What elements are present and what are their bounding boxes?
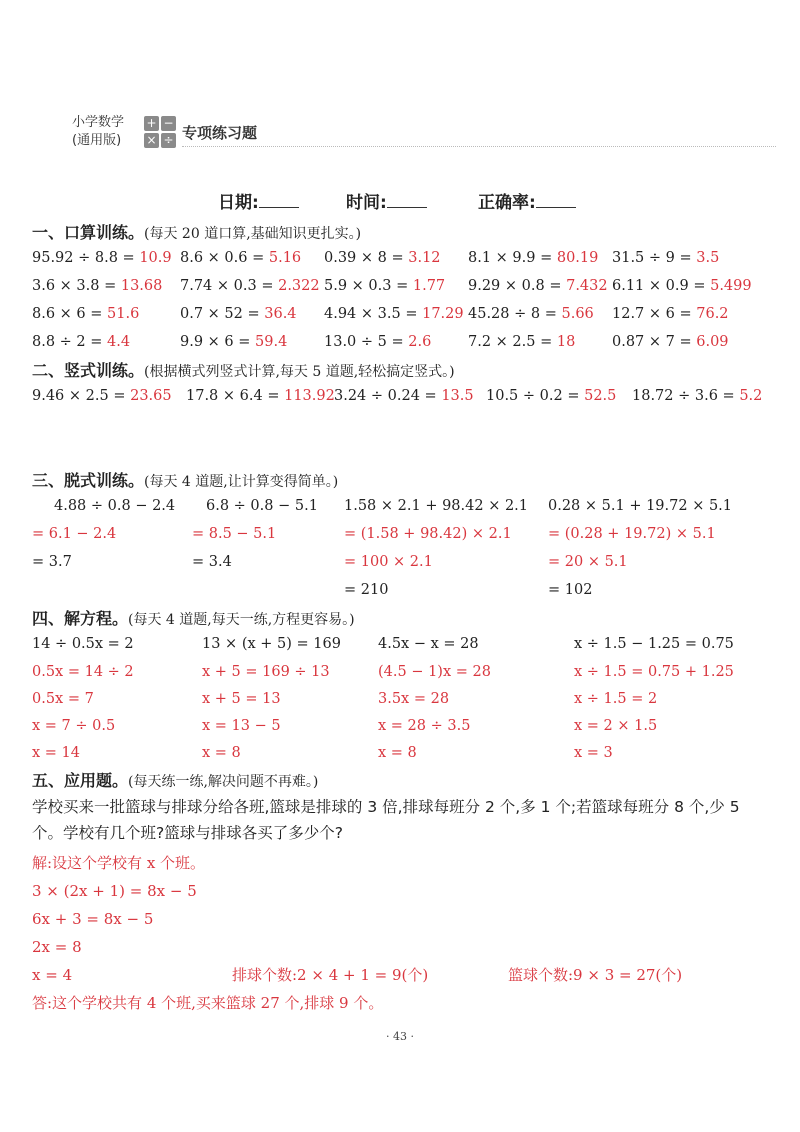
vertical-answer: 5.2 — [739, 388, 763, 404]
equation-step: 0.5x = 7 — [32, 691, 94, 707]
oral-question: 12.7 × 6 = — [612, 306, 697, 322]
section-oral-title: 一、口算训练。(每天 20 道口算,基础知识更扎实。) — [32, 223, 362, 242]
oral-question: 31.5 ÷ 9 = — [612, 250, 697, 266]
oral-answer: 76.2 — [696, 306, 729, 322]
equation-step: x = 14 — [32, 745, 80, 761]
oral-item — [32, 332, 130, 352]
book-label-line1: 小学数学 — [72, 115, 125, 130]
accuracy-blank — [536, 193, 576, 208]
oral-answer: 59.4 — [255, 334, 288, 350]
solution-line-2: 3 × (2x + 1) = 8x − 5 — [32, 882, 197, 900]
equation-step: x = 8 — [378, 745, 417, 761]
solution-line-4: 2x = 8 — [32, 938, 82, 956]
solution-line-3: 6x + 3 = 8x − 5 — [32, 910, 154, 928]
oral-item — [180, 304, 297, 324]
step-line: = 3.4 — [192, 554, 232, 570]
equation-step: x ÷ 1.5 = 0.75 + 1.25 — [574, 664, 734, 680]
application-problem: 学校买来一批篮球与排球分给各班,篮球是排球的 3 倍,排球每班分 2 个,多 1 个;若篮球每班分 8 个,少 5 个。学校有几个班?篮球与排球各买了多少个? — [32, 798, 740, 842]
oral-item — [612, 276, 752, 296]
section-application-note: (每天练一练,解决问题不再难。) — [128, 774, 319, 790]
equation-step: x + 5 = 13 — [202, 691, 281, 707]
oral-answer: 7.432 — [566, 278, 608, 294]
oral-answer: 3.5 — [696, 250, 720, 266]
oral-answer: 2.6 — [408, 334, 432, 350]
step-line: = 6.1 − 2.4 — [32, 526, 117, 542]
vertical-item — [186, 386, 335, 406]
oral-answer: 36.4 — [264, 306, 297, 322]
equation-step: (4.5 − 1)x = 28 — [378, 664, 491, 680]
equation-step: x = 3 — [574, 745, 613, 761]
page-header — [60, 112, 720, 154]
oral-answer: 10.9 — [139, 250, 172, 266]
oral-answer: 4.4 — [107, 334, 131, 350]
oral-question: 0.39 × 8 = — [324, 250, 409, 266]
step-line: = (1.58 + 98.42) × 2.1 — [344, 526, 512, 542]
section-equation-note: (每天 4 道题,每天一练,方程更容易。) — [128, 612, 355, 628]
oral-question: 8.6 × 0.6 = — [180, 250, 269, 266]
step-line: = 20 × 5.1 — [548, 554, 628, 570]
oral-question: 9.9 × 6 = — [180, 334, 256, 350]
oral-item — [32, 304, 139, 324]
oral-question: 0.87 × 7 = — [612, 334, 697, 350]
equation-question: 13 × (x + 5) = 169 — [202, 636, 341, 652]
volleyball-count: 排球个数:2 × 4 + 1 = 9(个) — [232, 966, 429, 984]
time-field — [346, 188, 427, 213]
oral-answer: 80.19 — [556, 250, 599, 266]
oral-item — [612, 332, 729, 352]
vertical-answer: 113.92 — [284, 388, 335, 404]
time-blank — [387, 193, 427, 208]
equation-step: x = 2 × 1.5 — [574, 718, 658, 734]
section-step-title: 三、脱式训练。(每天 4 道题,让计算变得简单。) — [32, 471, 339, 490]
equation-step: 0.5x = 14 ÷ 2 — [32, 664, 134, 680]
divide-icon: ÷ — [161, 133, 176, 148]
vertical-item — [32, 386, 172, 406]
section-application-title: 五、应用题。(每天练一练,解决问题不再难。) — [32, 771, 319, 790]
oral-answer: 2.322 — [278, 278, 320, 294]
section-equation-title: 四、解方程。(每天 4 道题,每天一练,方程更容易。) — [32, 609, 355, 628]
oral-question: 9.29 × 0.8 = — [468, 278, 567, 294]
step-line: = 8.5 − 5.1 — [192, 526, 277, 542]
book-label — [72, 114, 124, 150]
oral-question: 4.94 × 3.5 = — [324, 306, 423, 322]
oral-item — [468, 276, 608, 296]
vertical-question: 18.72 ÷ 3.6 = — [632, 388, 740, 404]
date-label: 日期: — [218, 193, 259, 213]
step-line: = 210 — [344, 582, 389, 598]
oral-item — [324, 332, 431, 352]
oral-item — [32, 276, 162, 296]
oral-answer: 1.77 — [412, 278, 446, 294]
oral-item — [468, 332, 575, 352]
vertical-question: 9.46 × 2.5 = — [32, 388, 131, 404]
oral-question: 7.74 × 0.3 = — [180, 278, 279, 294]
oral-question: 8.8 ÷ 2 = — [32, 334, 108, 350]
section-vertical-note: (根据横式列竖式计算,每天 5 道题,轻松搞定竖式。) — [144, 364, 455, 380]
oral-question: 13.0 ÷ 5 = — [324, 334, 409, 350]
section-step-note: (每天 4 道题,让计算变得简单。) — [144, 474, 339, 490]
equation-step: x = 7 ÷ 0.5 — [32, 718, 116, 734]
vertical-answer: 52.5 — [584, 388, 617, 404]
oral-question: 3.6 × 3.8 = — [32, 278, 121, 294]
minus-icon: − — [161, 116, 176, 131]
step-question: 6.8 ÷ 0.8 − 5.1 — [206, 498, 318, 514]
multiply-icon: × — [144, 133, 159, 148]
vertical-item — [334, 386, 474, 406]
oral-item — [468, 248, 598, 268]
oral-answer: 5.16 — [268, 250, 302, 266]
oral-answer: 51.6 — [107, 306, 140, 322]
oral-answer: 6.09 — [696, 334, 729, 350]
oral-item — [612, 304, 729, 324]
step-line: = (0.28 + 19.72) × 5.1 — [548, 526, 716, 542]
oral-question: 0.7 × 52 = — [180, 306, 265, 322]
solution-line-1: 解:设这个学校有 x 个班。 — [32, 854, 206, 872]
header-divider — [182, 146, 776, 147]
equation-question: x ÷ 1.5 − 1.25 = 0.75 — [574, 636, 734, 652]
vertical-answer: 23.65 — [130, 388, 172, 404]
vertical-item — [632, 386, 762, 406]
oral-question: 6.11 × 0.9 = — [612, 278, 711, 294]
oral-answer: 17.29 — [422, 306, 464, 322]
oral-item — [324, 304, 464, 324]
oral-item — [324, 248, 441, 268]
accuracy-label: 正确率: — [478, 193, 536, 213]
section-oral-note: (每天 20 道口算,基础知识更扎实。) — [144, 226, 362, 242]
date-field — [218, 188, 299, 213]
oral-question: 5.9 × 0.3 = — [324, 278, 413, 294]
oral-answer: 3.12 — [408, 250, 441, 266]
oral-question: 95.92 ÷ 8.8 = — [32, 250, 140, 266]
plus-icon: + — [144, 116, 159, 131]
vertical-question: 10.5 ÷ 0.2 = — [486, 388, 585, 404]
oral-item — [180, 276, 320, 296]
accuracy-field — [478, 188, 576, 213]
step-line: = 102 — [548, 582, 593, 598]
date-blank — [259, 193, 299, 208]
oral-item — [180, 248, 301, 268]
vertical-answer: 13.5 — [441, 388, 474, 404]
basketball-count: 篮球个数:9 × 3 = 27(个) — [508, 966, 683, 984]
oral-question: 7.2 × 2.5 = — [468, 334, 557, 350]
oral-question: 8.6 × 6 = — [32, 306, 108, 322]
operator-icons — [144, 116, 178, 150]
equation-step: x + 5 = 169 ÷ 13 — [202, 664, 330, 680]
equation-step: x = 13 − 5 — [202, 718, 281, 734]
oral-item — [324, 276, 445, 296]
equation-step: x = 28 ÷ 3.5 — [378, 718, 471, 734]
vertical-question: 3.24 ÷ 0.24 = — [334, 388, 442, 404]
answer-line: 答:这个学校共有 4 个班,买来篮球 27 个,排球 9 个。 — [32, 994, 384, 1012]
top-band — [0, 0, 800, 80]
equation-question: 14 ÷ 0.5x = 2 — [32, 636, 134, 652]
oral-item — [32, 248, 172, 268]
step-question: 1.58 × 2.1 + 98.42 × 2.1 — [344, 498, 529, 514]
oral-question: 8.1 × 9.9 = — [468, 250, 557, 266]
step-question: 4.88 ÷ 0.8 − 2.4 — [54, 498, 176, 514]
step-line: = 100 × 2.1 — [344, 554, 433, 570]
oral-item — [180, 332, 287, 352]
oral-item — [612, 248, 719, 268]
section-vertical-title: 二、竖式训练。(根据横式列竖式计算,每天 5 道题,轻松搞定竖式。) — [32, 361, 455, 380]
oral-item — [468, 304, 594, 324]
vertical-item — [486, 386, 616, 406]
step-line: = 3.7 — [32, 554, 72, 570]
vertical-question: 17.8 × 6.4 = — [186, 388, 285, 404]
header-title: 专项练习题 — [182, 124, 258, 142]
time-label: 时间: — [346, 193, 387, 213]
step-question: 0.28 × 5.1 + 19.72 × 5.1 — [548, 498, 733, 514]
oral-answer: 5.66 — [561, 306, 594, 322]
book-label-line2: (通用版) — [72, 133, 122, 148]
equation-step: x = 8 — [202, 745, 241, 761]
oral-answer: 13.68 — [120, 278, 163, 294]
oral-answer: 18 — [556, 334, 576, 350]
equation-step: 3.5x = 28 — [378, 691, 450, 707]
equation-question: 4.5x − x = 28 — [378, 636, 479, 652]
page-number: · 43 · — [386, 1030, 414, 1043]
oral-question: 45.28 ÷ 8 = — [468, 306, 562, 322]
oral-answer: 5.499 — [710, 278, 752, 294]
equation-step: x ÷ 1.5 = 2 — [574, 691, 658, 707]
solution-line-5: x = 4 — [32, 966, 73, 984]
